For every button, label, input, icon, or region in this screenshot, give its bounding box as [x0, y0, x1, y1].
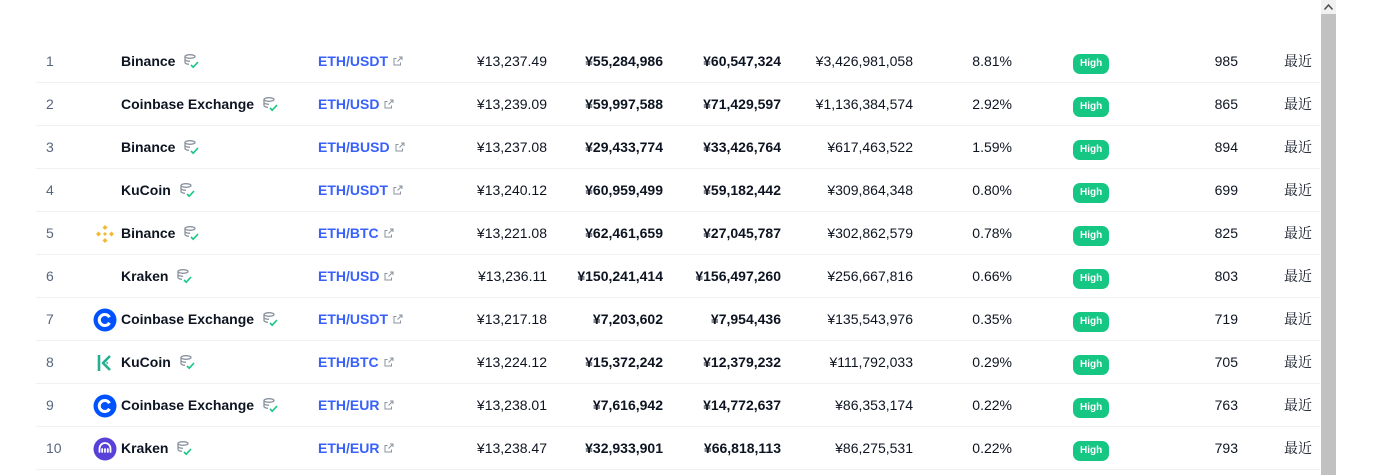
trading-pair-link[interactable] — [318, 384, 394, 426]
table-row[interactable] — [36, 255, 1320, 298]
volume-percent-cell: 0.78% — [972, 225, 1012, 241]
volume-percent-cell: 8.81% — [972, 53, 1012, 69]
depth-plus-2pct-cell: ¥59,997,588 — [585, 96, 663, 112]
scroll-up-arrow-icon[interactable] — [1321, 0, 1336, 14]
rank-cell: 5 — [46, 225, 54, 241]
confidence-cell — [1073, 180, 1109, 200]
proof-of-reserves-icon — [183, 53, 199, 69]
exchange-name-text[interactable]: Binance — [121, 225, 176, 241]
exchange-name[interactable] — [121, 40, 199, 82]
confidence-badge: High — [1073, 355, 1109, 375]
proof-of-reserves-icon — [183, 139, 199, 155]
depth-minus-2pct-cell: ¥33,426,764 — [703, 139, 781, 155]
depth-plus-2pct-cell: ¥7,203,602 — [592, 311, 663, 327]
table-row[interactable] — [36, 298, 1320, 341]
updated-cell: 最近 — [1284, 397, 1312, 413]
exchange-name-text[interactable]: Kraken — [121, 440, 169, 456]
proof-of-reserves-icon — [262, 311, 278, 327]
volume-percent-cell: 0.29% — [972, 354, 1012, 370]
proof-of-reserves-icon — [183, 225, 199, 241]
price-cell: ¥13,240.12 — [476, 182, 547, 198]
rank-cell: 1 — [46, 53, 54, 69]
exchange-name[interactable] — [121, 169, 195, 211]
confidence-badge: High — [1073, 183, 1109, 203]
proof-of-reserves-icon — [176, 268, 192, 284]
exchange-name-text[interactable]: Coinbase Exchange — [121, 96, 255, 112]
updated-cell: 最近 — [1284, 182, 1312, 198]
price-cell: ¥13,237.08 — [476, 139, 547, 155]
updated-cell: 最近 — [1284, 139, 1312, 155]
depth-minus-2pct-cell: ¥60,547,324 — [703, 53, 781, 69]
table-row[interactable] — [36, 341, 1320, 384]
rank-cell: 7 — [46, 311, 54, 327]
volume-24h-cell: ¥256,667,816 — [827, 268, 913, 284]
price-cell: ¥13,236.11 — [477, 268, 547, 284]
trading-pair-text[interactable]: ETH/USDT — [318, 311, 388, 327]
exchange-name-text[interactable]: Coinbase Exchange — [121, 311, 255, 327]
depth-minus-2pct-cell: ¥14,772,637 — [703, 397, 781, 413]
volume-24h-cell: ¥135,543,976 — [827, 311, 913, 327]
exchange-name[interactable] — [121, 341, 195, 383]
updated-cell: 最近 — [1284, 96, 1312, 112]
confidence-cell — [1073, 266, 1109, 286]
rank-cell: 4 — [46, 182, 54, 198]
external-link-icon[interactable] — [393, 185, 403, 195]
volume-24h-cell: ¥86,275,531 — [835, 440, 913, 456]
liquidity-score-cell: 763 — [1214, 397, 1238, 413]
confidence-badge: High — [1073, 54, 1109, 74]
confidence-cell — [1073, 94, 1109, 114]
exchange-name-text[interactable]: Coinbase Exchange — [121, 397, 255, 413]
trading-pair-text[interactable]: ETH/USDT — [318, 53, 388, 69]
exchange-name[interactable] — [121, 298, 278, 340]
volume-percent-cell: 0.22% — [972, 440, 1012, 456]
liquidity-score-cell: 825 — [1214, 225, 1238, 241]
trading-pair-link[interactable] — [318, 83, 394, 125]
trading-pair-link[interactable] — [318, 255, 394, 297]
depth-minus-2pct-cell: ¥7,954,436 — [710, 311, 781, 327]
updated-cell: 最近 — [1284, 53, 1312, 69]
liquidity-score-cell: 894 — [1214, 139, 1238, 155]
liquidity-score-cell: 865 — [1214, 96, 1238, 112]
confidence-cell — [1073, 51, 1109, 71]
depth-minus-2pct-cell: ¥156,497,260 — [695, 268, 781, 284]
external-link-icon[interactable] — [395, 142, 405, 152]
proof-of-reserves-icon — [176, 440, 192, 456]
table-row[interactable] — [36, 427, 1320, 470]
proof-of-reserves-icon — [179, 354, 195, 370]
vertical-scrollbar-thumb[interactable] — [1321, 0, 1336, 475]
price-cell: ¥13,238.01 — [476, 397, 547, 413]
price-cell: ¥13,217.18 — [476, 311, 547, 327]
exchange-name[interactable] — [121, 83, 278, 125]
table-row[interactable] — [36, 212, 1320, 255]
exchange-name-text[interactable]: Kraken — [121, 268, 169, 284]
external-link-icon[interactable] — [393, 56, 403, 66]
depth-minus-2pct-cell: ¥66,818,113 — [703, 440, 781, 456]
price-cell: ¥13,221.08 — [476, 225, 547, 241]
volume-24h-cell: ¥86,353,174 — [835, 397, 913, 413]
volume-percent-cell: 0.66% — [972, 268, 1012, 284]
binance-logo-icon — [93, 222, 117, 244]
volume-24h-cell: ¥111,792,033 — [829, 354, 913, 370]
exchange-name-text[interactable]: Binance — [121, 53, 176, 69]
trading-pair-text[interactable]: ETH/BUSD — [318, 139, 390, 155]
depth-minus-2pct-cell: ¥71,429,597 — [703, 96, 781, 112]
exchange-name[interactable] — [121, 384, 278, 426]
coinbase-logo-icon — [93, 308, 117, 330]
price-cell: ¥13,224.12 — [476, 354, 547, 370]
exchange-name-text[interactable]: Binance — [121, 139, 176, 155]
depth-plus-2pct-cell: ¥150,241,414 — [577, 268, 663, 284]
confidence-cell — [1073, 223, 1109, 243]
updated-cell: 最近 — [1284, 311, 1312, 327]
confidence-cell — [1073, 352, 1109, 372]
external-link-icon[interactable] — [384, 443, 394, 453]
confidence-badge: High — [1073, 97, 1109, 117]
kucoin-logo-icon — [93, 351, 117, 373]
exchange-name[interactable] — [121, 126, 199, 168]
volume-percent-cell: 2.92% — [972, 96, 1012, 112]
liquidity-score-cell: 793 — [1214, 440, 1238, 456]
depth-minus-2pct-cell: ¥12,379,232 — [703, 354, 781, 370]
depth-minus-2pct-cell: ¥59,182,442 — [703, 182, 781, 198]
updated-cell: 最近 — [1284, 440, 1312, 456]
volume-24h-cell: ¥309,864,348 — [827, 182, 913, 198]
liquidity-score-cell: 705 — [1214, 354, 1238, 370]
trading-pair-link[interactable] — [318, 126, 405, 168]
proof-of-reserves-icon — [179, 182, 195, 198]
rank-cell: 3 — [46, 139, 54, 155]
trading-pair-text[interactable]: ETH/EUR — [318, 440, 380, 456]
rank-cell: 9 — [46, 397, 54, 413]
coinbase-logo-icon — [93, 394, 117, 416]
price-cell: ¥13,237.49 — [476, 53, 547, 69]
confidence-badge: High — [1073, 441, 1109, 461]
external-link-icon[interactable] — [384, 228, 394, 238]
table-row[interactable] — [36, 384, 1320, 427]
price-cell: ¥13,238.47 — [476, 440, 547, 456]
volume-percent-cell: 0.80% — [972, 182, 1012, 198]
table-row[interactable] — [36, 83, 1320, 126]
liquidity-score-cell: 985 — [1214, 53, 1238, 69]
trading-pair-link[interactable] — [318, 298, 403, 340]
proof-of-reserves-icon — [262, 96, 278, 112]
external-link-icon[interactable] — [384, 271, 394, 281]
table-row[interactable] — [36, 126, 1320, 169]
confidence-badge: High — [1073, 312, 1109, 332]
table-row[interactable] — [36, 40, 1320, 83]
confidence-cell — [1073, 137, 1109, 157]
depth-plus-2pct-cell: ¥62,461,659 — [585, 225, 663, 241]
trading-pair-text[interactable]: ETH/BTC — [318, 354, 379, 370]
confidence-badge: High — [1073, 398, 1109, 418]
trading-pair-text[interactable]: ETH/EUR — [318, 397, 380, 413]
rank-cell: 8 — [46, 354, 54, 370]
trading-pair-text[interactable]: ETH/USDT — [318, 182, 388, 198]
trading-pair-link[interactable] — [318, 427, 394, 469]
exchange-name[interactable] — [121, 427, 192, 469]
volume-24h-cell: ¥1,136,384,574 — [815, 96, 913, 112]
rank-cell: 6 — [46, 268, 54, 284]
depth-plus-2pct-cell: ¥60,959,499 — [585, 182, 663, 198]
liquidity-score-cell: 803 — [1214, 268, 1238, 284]
confidence-cell — [1073, 438, 1109, 458]
volume-24h-cell: ¥617,463,522 — [827, 139, 913, 155]
volume-24h-cell: ¥302,862,579 — [827, 225, 913, 241]
volume-24h-cell: ¥3,426,981,058 — [815, 53, 913, 69]
trading-pair-link[interactable] — [318, 212, 394, 254]
price-cell: ¥13,239.09 — [476, 96, 547, 112]
confidence-badge: High — [1073, 269, 1109, 289]
updated-cell: 最近 — [1284, 354, 1312, 370]
external-link-icon[interactable] — [384, 99, 394, 109]
exchange-name[interactable] — [121, 212, 199, 254]
rank-cell: 2 — [46, 96, 54, 112]
volume-percent-cell: 1.59% — [972, 139, 1012, 155]
exchange-name[interactable] — [121, 255, 192, 297]
trading-pair-text[interactable]: ETH/BTC — [318, 225, 379, 241]
confidence-cell — [1073, 395, 1109, 415]
table-row[interactable] — [36, 169, 1320, 212]
trading-pair-link[interactable] — [318, 341, 394, 383]
confidence-badge: High — [1073, 140, 1109, 160]
external-link-icon[interactable] — [393, 314, 403, 324]
liquidity-score-cell: 719 — [1214, 311, 1238, 327]
depth-plus-2pct-cell: ¥15,372,242 — [585, 354, 663, 370]
updated-cell: 最近 — [1284, 225, 1312, 241]
proof-of-reserves-icon — [262, 397, 278, 413]
depth-plus-2pct-cell: ¥29,433,774 — [585, 139, 663, 155]
liquidity-score-cell: 699 — [1214, 182, 1238, 198]
external-link-icon[interactable] — [384, 357, 394, 367]
markets-table — [36, 40, 1320, 470]
kraken-logo-icon — [93, 437, 117, 459]
exchange-name-text[interactable]: KuCoin — [121, 182, 171, 198]
confidence-badge: High — [1073, 226, 1109, 246]
trading-pair-text[interactable]: ETH/USD — [318, 268, 380, 284]
depth-plus-2pct-cell: ¥55,284,986 — [585, 53, 663, 69]
external-link-icon[interactable] — [384, 400, 394, 410]
rank-cell: 10 — [46, 440, 62, 456]
updated-cell: 最近 — [1284, 268, 1312, 284]
volume-percent-cell: 0.35% — [972, 311, 1012, 327]
depth-plus-2pct-cell: ¥32,933,901 — [585, 440, 663, 456]
confidence-cell — [1073, 309, 1109, 329]
trading-pair-text[interactable]: ETH/USD — [318, 96, 380, 112]
trading-pair-link[interactable] — [318, 169, 403, 211]
exchange-name-text[interactable]: KuCoin — [121, 354, 171, 370]
trading-pair-link[interactable] — [318, 40, 403, 82]
depth-plus-2pct-cell: ¥7,616,942 — [592, 397, 663, 413]
depth-minus-2pct-cell: ¥27,045,787 — [703, 225, 781, 241]
volume-percent-cell: 0.22% — [972, 397, 1012, 413]
